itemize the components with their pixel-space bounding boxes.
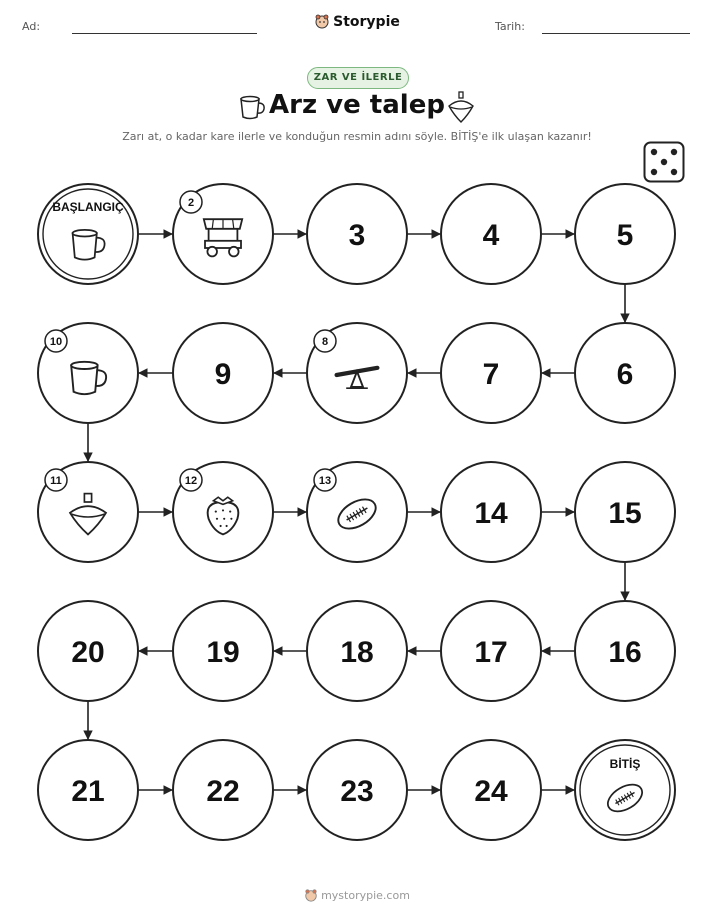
page-title: Arz ve talep xyxy=(269,90,445,120)
cell-number: 5 xyxy=(616,219,634,252)
board-cell-15 xyxy=(575,462,675,562)
footer-url: mystorypie.com xyxy=(321,889,410,902)
board-cell-13 xyxy=(307,462,407,562)
board-cell-19 xyxy=(173,601,273,701)
cell-number: 19 xyxy=(206,636,240,669)
board-cell-20 xyxy=(38,601,138,701)
board-cell-9 xyxy=(173,323,273,423)
start-cell xyxy=(38,184,138,284)
board-cell-3 xyxy=(307,184,407,284)
board-cell-11 xyxy=(38,462,138,562)
cell-number: 23 xyxy=(340,775,374,808)
finish-label: BİTİŞ xyxy=(609,757,641,771)
cell-number: 21 xyxy=(71,775,105,808)
board-cell-4 xyxy=(441,184,541,284)
board-cell-8 xyxy=(307,323,407,423)
board-cell-23 xyxy=(307,740,407,840)
cell-number-label: 10 xyxy=(49,336,63,348)
cell-number-label: 12 xyxy=(184,475,198,487)
board-cell-21 xyxy=(38,740,138,840)
cell-number: 17 xyxy=(474,636,508,669)
cell-number: 4 xyxy=(482,219,500,252)
cell-number-label: 11 xyxy=(50,475,62,487)
cell-number: 18 xyxy=(340,636,374,669)
board-cell-12 xyxy=(173,462,273,562)
board-cell-16 xyxy=(575,601,675,701)
board-cell-7 xyxy=(441,323,541,423)
finish-cell xyxy=(575,740,675,840)
cell-number: 6 xyxy=(616,358,634,391)
start-label: BAŞLANGIÇ xyxy=(52,200,124,214)
board-cell-5 xyxy=(575,184,675,284)
board-cell-18 xyxy=(307,601,407,701)
cell-number: 9 xyxy=(214,358,232,391)
footer xyxy=(0,888,714,902)
date-label: Tarih: xyxy=(495,20,525,33)
instructions: Zarı at, o kadar kare ilerle ve konduğun resmin adını söyle. BİTİŞ'e ilk ulaşan kazanır! xyxy=(122,130,592,143)
cell-number: 3 xyxy=(348,219,366,252)
board-cell-22 xyxy=(173,740,273,840)
cell-number: 14 xyxy=(474,497,508,530)
cell-number-label: 2 xyxy=(187,197,195,209)
cell-number: 20 xyxy=(71,636,105,669)
cell-number: 7 xyxy=(482,358,500,391)
cell-number-label: 8 xyxy=(321,336,329,348)
board-cell-6 xyxy=(575,323,675,423)
cell-number: 15 xyxy=(608,497,642,530)
cell-number: 24 xyxy=(474,775,508,808)
board-cell-14 xyxy=(441,462,541,562)
board-cell-17 xyxy=(441,601,541,701)
cell-number: 22 xyxy=(206,775,240,808)
brand-name: Storypie xyxy=(333,14,400,30)
cell-number: 16 xyxy=(608,636,642,669)
board-cell-24 xyxy=(441,740,541,840)
board-cell-2 xyxy=(173,184,273,284)
cell-number-label: 13 xyxy=(318,475,332,487)
name-label: Ad: xyxy=(22,20,41,33)
board-cell-10 xyxy=(38,323,138,423)
activity-badge: ZAR VE İLERLE xyxy=(307,67,409,89)
storypie-logo-icon xyxy=(304,888,318,902)
